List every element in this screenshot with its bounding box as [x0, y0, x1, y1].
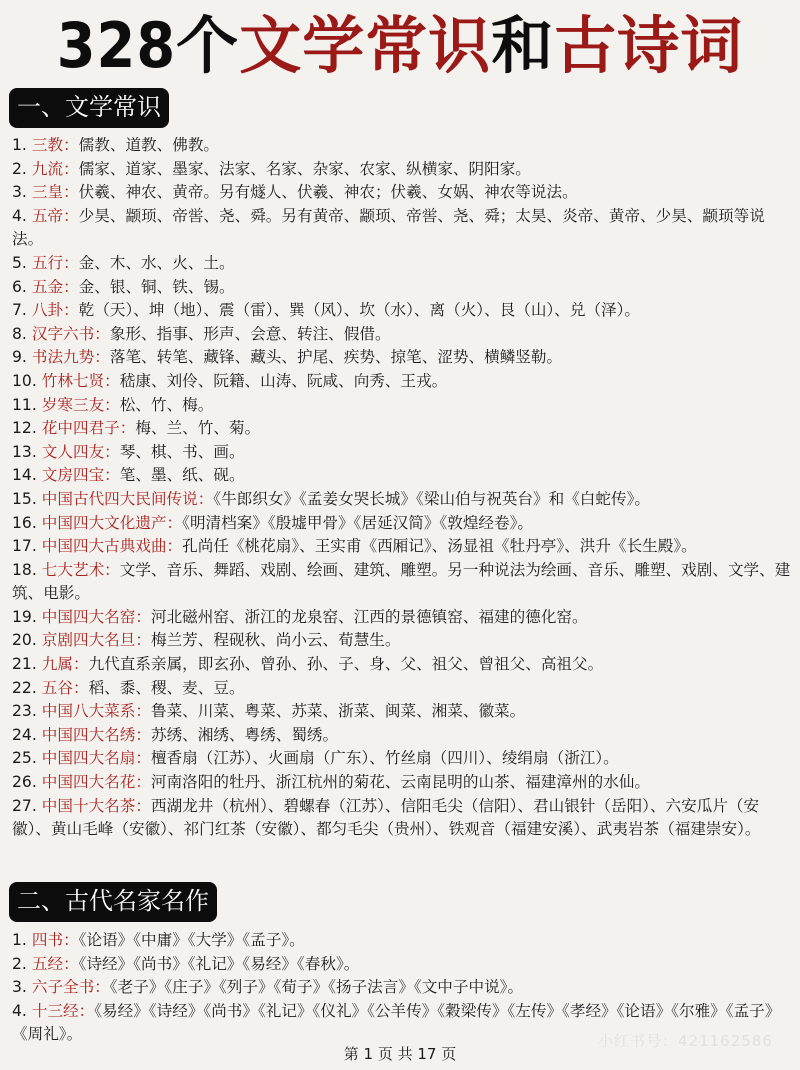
item-colon: ：	[135, 773, 151, 792]
section-heading-famous-works: 二、古代名家名作	[9, 882, 217, 922]
item-term: 九属	[41, 655, 73, 674]
item-colon: ：	[63, 206, 79, 225]
title-part-count: 328个	[56, 9, 240, 82]
item-colon: ：	[63, 253, 79, 272]
item-colon: ：	[104, 395, 120, 414]
list-item	[12, 488, 792, 512]
item-definition: 嵇康、刘伶、阮籍、山涛、阮咸、向秀、王戎。	[119, 371, 448, 390]
item-number: 3.	[12, 183, 27, 202]
literary-knowledge-list	[12, 134, 792, 842]
item-term: 京剧四大名旦	[41, 631, 136, 650]
page-indicator: 第 1 页 共 17 页	[343, 1045, 457, 1063]
item-definition: 河南洛阳的牡丹、浙江杭州的菊花、云南昆明的山茶、福建漳州的水仙。	[150, 773, 650, 792]
item-number: 26.	[12, 773, 37, 792]
item-number: 16.	[12, 513, 37, 532]
item-colon: ：	[166, 513, 183, 532]
item-definition: 九代直系亲属，即玄孙、曾孙、孙、子、身、父、祖父、曾祖父、高祖父。	[88, 655, 604, 674]
list-item	[12, 953, 792, 977]
item-number: 1.	[12, 136, 27, 154]
list-item	[12, 394, 792, 418]
item-colon: ：	[63, 301, 79, 320]
item-number: 8.	[12, 324, 27, 343]
list-item	[12, 417, 792, 441]
list-item	[12, 346, 792, 370]
item-definition: 《诗经》《尚书》《礼记》《易经》《春秋》。	[78, 954, 360, 973]
item-definition: 少昊、颛顼、帝喾、尧、舜。另有黄帝、颛顼、帝喾、尧、舜；太昊、炎帝、黄帝、少昊、颛顼等说法。	[12, 206, 765, 249]
item-number: 18.	[12, 560, 37, 579]
item-colon: ：	[104, 442, 120, 461]
watermark: 小红书号：421162586	[598, 1032, 773, 1050]
item-term: 中国四大名花	[41, 773, 136, 792]
list-item	[12, 252, 792, 276]
item-definition: 文学、音乐、舞蹈、戏剧、绘画、建筑、雕塑。另一种说法为绘画、音乐、雕塑、戏剧、文学、建筑、电影。	[12, 560, 791, 603]
item-term: 文房四宝	[41, 466, 105, 485]
item-definition: 《牛郎织女》《孟姜女哭长城》《梁山伯与祝英台》和《白蛇传》。	[213, 489, 650, 508]
item-colon: ：	[135, 796, 151, 815]
item-term: 八卦	[31, 301, 64, 320]
item-term: 书法九势	[31, 348, 95, 367]
item-term: 中国四大名绣	[41, 725, 136, 744]
list-item	[12, 559, 792, 606]
item-term: 中国十大名茶	[41, 796, 136, 815]
item-number: 23.	[12, 702, 37, 721]
item-term: 四书	[31, 931, 64, 949]
list-item	[12, 653, 792, 677]
title-part-and: 和	[491, 9, 555, 82]
item-number: 13.	[12, 442, 37, 461]
list-item	[12, 158, 792, 182]
list-item	[12, 512, 792, 536]
item-term: 九流	[31, 159, 64, 178]
item-term: 三教	[31, 136, 64, 154]
item-term: 五谷	[41, 678, 73, 697]
item-number: 27.	[12, 796, 37, 815]
item-definition: 稻、黍、稷、麦、豆。	[88, 678, 245, 697]
list-item	[12, 276, 792, 300]
item-colon: ：	[104, 466, 120, 485]
item-definition: 象形、指事、形声、会意、转注、假借。	[109, 324, 391, 343]
item-term: 中国四大名扇	[41, 749, 136, 768]
item-term: 岁寒三友	[41, 395, 105, 414]
item-definition: 笔、墨、纸、砚。	[119, 466, 245, 485]
item-definition: 落笔、转笔、藏锋、藏头、护尾、疾势、掠笔、涩势、横鳞竖勒。	[109, 348, 563, 367]
item-definition: 河北磁州窑、浙江的龙泉窑、江西的景德镇窑、福建的德化窑。	[150, 607, 588, 626]
item-term: 三皇	[31, 183, 64, 202]
item-term: 中国四大名窑	[41, 607, 136, 626]
item-definition: 金、银、铜、铁、锡。	[78, 277, 235, 296]
item-definition: 伏羲、神农、黄帝。另有燧人、伏羲、神农；伏羲、女娲、神农等说法。	[78, 183, 578, 202]
item-number: 2.	[12, 159, 27, 178]
item-definition: 乾（天）、坤（地）、震（雷）、巽（风）、坎（水）、离（火）、艮（山）、兑（泽）。	[78, 301, 641, 320]
item-definition: 孔尚任《桃花扇》、王实甫《西厢记》、汤显祖《牡丹亭》、洪升《长生殿》。	[182, 537, 697, 556]
item-colon: ：	[135, 702, 151, 721]
item-definition: 儒教、道教、佛教。	[78, 136, 220, 154]
list-item	[12, 929, 792, 953]
item-term: 中国四大文化遗产	[41, 513, 167, 532]
item-definition: 苏绣、湘绣、粤绣、蜀绣。	[150, 725, 339, 744]
item-definition: 儒家、道家、墨家、法家、名家、杂家、农家、纵横家、阴阳家。	[78, 159, 531, 178]
item-colon: ：	[63, 931, 79, 949]
item-definition: 鲁菜、川菜、粤菜、苏菜、浙菜、闽菜、湘菜、徽菜。	[150, 702, 526, 721]
item-number: 1.	[12, 931, 27, 949]
item-term: 中国古代四大民间传说	[41, 489, 198, 508]
list-item	[12, 299, 792, 323]
item-colon: ：	[63, 277, 79, 296]
list-item	[12, 464, 792, 488]
item-definition: 《论语》《中庸》《大学》《孟子》。	[78, 931, 305, 949]
item-number: 14.	[12, 466, 37, 485]
item-term: 文人四友	[41, 442, 105, 461]
title-part-ancient-poetry: 古诗词	[554, 9, 744, 82]
item-number: 11.	[12, 395, 37, 414]
item-colon: ：	[104, 371, 120, 390]
item-number: 4.	[12, 1001, 27, 1020]
item-term: 五经	[31, 954, 64, 973]
item-number: 5.	[12, 253, 27, 272]
item-number: 6.	[12, 277, 27, 296]
item-term: 十三经	[31, 1001, 79, 1020]
item-number: 7.	[12, 301, 27, 320]
item-term: 五金	[31, 277, 64, 296]
list-item	[12, 976, 792, 1000]
item-number: 25.	[12, 749, 37, 768]
item-number: 17.	[12, 537, 37, 556]
item-definition: 《易经》《诗经》《尚书》《礼记》《仪礼》《公羊传》《穀梁传》《左传》《孝经》《论语》《尔雅》《孟子》《周礼》。	[12, 1001, 781, 1044]
item-term: 花中四君子	[41, 419, 120, 438]
item-definition: 梅兰芳、程砚秋、尚小云、荀慧生。	[150, 631, 401, 650]
item-definition: 《明清档案》《殷墟甲骨》《居延汉简》《敦煌经卷》。	[182, 513, 534, 532]
list-item	[12, 205, 792, 252]
item-colon: ：	[78, 1001, 95, 1020]
item-number: 15.	[12, 489, 37, 508]
item-term: 六子全书	[31, 978, 95, 997]
item-number: 20.	[12, 631, 37, 650]
list-item	[12, 700, 792, 724]
list-item	[12, 370, 792, 394]
item-definition: 松、竹、梅。	[119, 395, 214, 414]
title-part-literary-knowledge: 文学常识	[239, 9, 492, 82]
item-definition: 西湖龙井（杭州）、碧螺春（江苏）、信阳毛尖（信阳）、君山银针（岳阳）、六安瓜片（安徽）、黄山毛峰（安徽）、祁门红茶（安徽）、都匀毛尖（贵州）、铁观音（福建安溪）、武夷岩茶（福建崇安）。	[12, 796, 761, 839]
item-term: 竹林七贤	[41, 371, 105, 390]
item-term: 七大艺术	[41, 560, 105, 579]
item-colon: ：	[63, 183, 79, 202]
item-definition: 《老子》《庄子》《列子》《荀子》《扬子法言》《文中子中说》。	[109, 978, 524, 997]
page-title	[0, 8, 800, 84]
list-item	[12, 441, 792, 465]
item-number: 3.	[12, 978, 27, 997]
item-term: 中国四大古典戏曲	[41, 537, 167, 556]
list-item	[12, 747, 792, 771]
list-item	[12, 134, 792, 158]
section-heading-literary-knowledge: 一、文学常识	[9, 88, 169, 128]
item-number: 10.	[12, 371, 37, 390]
item-colon: ：	[94, 348, 110, 367]
item-colon: ：	[119, 419, 136, 438]
item-colon: ：	[94, 324, 110, 343]
item-colon: ：	[72, 655, 89, 674]
list-item	[12, 535, 792, 559]
item-number: 9.	[12, 348, 27, 367]
item-definition: 金、木、水、火、土。	[78, 253, 235, 272]
item-definition: 琴、棋、书、画。	[119, 442, 245, 461]
item-colon: ：	[166, 537, 183, 556]
item-colon: ：	[63, 159, 79, 178]
item-colon: ：	[135, 725, 151, 744]
item-colon: ：	[63, 136, 79, 154]
item-definition: 檀香扇（江苏）、火画扇（广东）、竹丝扇（四川）、绫绢扇（浙江）。	[150, 749, 619, 768]
item-definition: 梅、兰、竹、菊。	[135, 419, 261, 438]
item-term: 五行	[31, 253, 64, 272]
list-item	[12, 795, 792, 842]
item-number: 12.	[12, 419, 37, 438]
item-term: 五帝	[31, 206, 64, 225]
list-item	[12, 323, 792, 347]
item-number: 24.	[12, 725, 37, 744]
list-item	[12, 606, 792, 630]
item-colon: ：	[197, 489, 214, 508]
item-number: 2.	[12, 954, 27, 973]
item-term: 汉字六书	[31, 324, 95, 343]
list-item	[12, 181, 792, 205]
list-item	[12, 724, 792, 748]
item-number: 21.	[12, 655, 37, 674]
item-number: 22.	[12, 678, 37, 697]
item-number: 19.	[12, 607, 37, 626]
item-colon: ：	[94, 978, 110, 997]
list-item	[12, 771, 792, 795]
item-colon: ：	[135, 749, 151, 768]
list-item	[12, 677, 792, 701]
item-colon: ：	[135, 631, 151, 650]
item-colon: ：	[104, 560, 120, 579]
list-item	[12, 629, 792, 653]
item-number: 4.	[12, 206, 27, 225]
item-colon: ：	[72, 678, 89, 697]
item-colon: ：	[63, 954, 79, 973]
item-colon: ：	[135, 607, 151, 626]
item-term: 中国八大菜系	[41, 702, 136, 721]
